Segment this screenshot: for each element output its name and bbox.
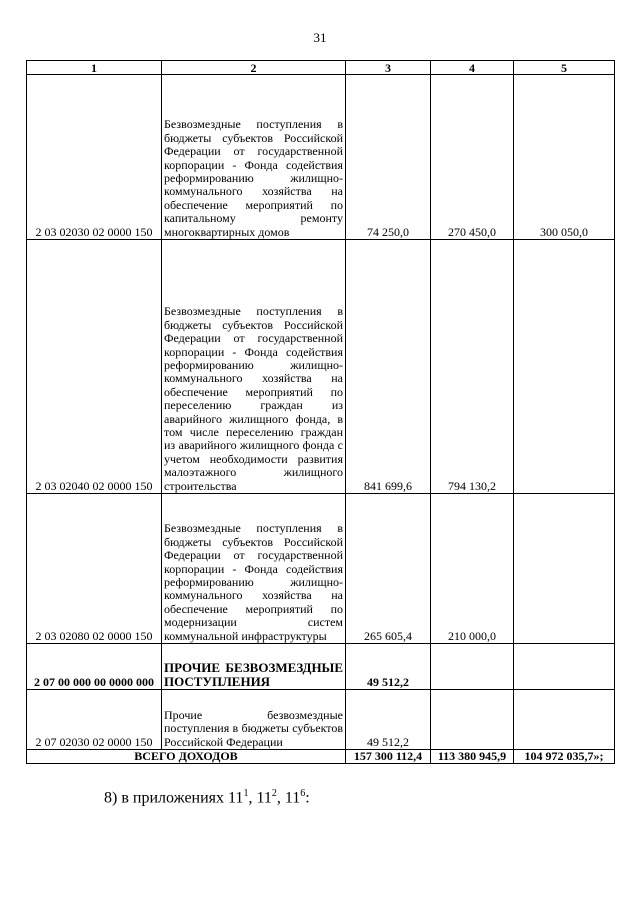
- total-row: [27, 750, 615, 764]
- table-row: [27, 494, 615, 644]
- row-value-col5: [514, 240, 615, 494]
- row-value-col5: [514, 644, 615, 690]
- table-row: [27, 644, 615, 690]
- total-label: ВСЕГО ДОХОДОВ: [27, 750, 346, 764]
- total-value-col5: 104 972 035,7»;: [514, 750, 615, 764]
- note-sep-1: , 11: [248, 789, 272, 807]
- row-code: 2 07 00 000 00 0000 000: [27, 644, 162, 690]
- row-name: Прочие безвозмездные поступления в бюджеты субъектов Российской Федерации: [162, 690, 346, 750]
- row-value-col4: 210 000,0: [431, 494, 514, 644]
- row-name: Безвозмездные поступления в бюджеты субъектов Российской Федерации от государственной корпорации - Фонда содействия реформированию жилищно-коммунального хозяйства на обеспечение мероприятий по капитальному ремонту многоквартирных домов: [162, 75, 346, 240]
- note-sup-2: 2: [271, 788, 277, 799]
- row-value-col4: [431, 644, 514, 690]
- row-code: 2 03 02030 02 0000 150: [27, 75, 162, 240]
- note-text: 8) в приложениях 11: [104, 789, 244, 807]
- header-row: [27, 61, 615, 75]
- row-value-col5: 300 050,0: [514, 75, 615, 240]
- row-value-col3: 49 512,2: [346, 690, 431, 750]
- note-end: :: [305, 789, 310, 807]
- row-value-col3: 841 699,6: [346, 240, 431, 494]
- appendix-note: [104, 788, 310, 807]
- row-value-col3: 265 605,4: [346, 494, 431, 644]
- note-sup-1: 1: [243, 788, 249, 799]
- row-name: Безвозмездные поступления в бюджеты субъектов Российской Федерации от государственной корпорации - Фонда содействия реформированию жилищно-коммунального хозяйства на обеспечение мероприятий по переселению граждан из аварийного жилищного фонда, в том числе переселению граждан из аварийного жилищного фонда с учетом необходимости развития малоэтажного жилищного строительства: [162, 240, 346, 494]
- total-value-col4: 113 380 945,9: [431, 750, 514, 764]
- table-row: [27, 690, 615, 750]
- page-number: 31: [313, 30, 327, 45]
- row-code: 2 03 02040 02 0000 150: [27, 240, 162, 494]
- row-value-col4: 270 450,0: [431, 75, 514, 240]
- note-sep-2: , 11: [276, 789, 301, 807]
- note-sup-3: 6: [300, 788, 306, 799]
- header-col-3: 3: [346, 61, 431, 75]
- row-value-col4: [431, 690, 514, 750]
- row-name: ПРОЧИЕ БЕЗВОЗМЕЗДНЫЕ ПОСТУПЛЕНИЯ: [162, 644, 346, 690]
- row-value-col3: 49 512,2: [346, 644, 431, 690]
- row-code: 2 03 02080 02 0000 150: [27, 494, 162, 644]
- row-name: Безвозмездные поступления в бюджеты субъектов Российской Федерации от государственной корпорации - Фонда содействия реформированию жилищно-коммунального хозяйства на обеспечение мероприятий по модернизации систем коммунальной инфраструктуры: [162, 494, 346, 644]
- table-row: [27, 75, 615, 240]
- revenue-table: [26, 60, 615, 764]
- header-col-5: 5: [514, 61, 615, 75]
- header-col-4: 4: [431, 61, 514, 75]
- header-col-2: 2: [162, 61, 346, 75]
- table-row: [27, 240, 615, 494]
- header-col-1: 1: [27, 61, 162, 75]
- total-value-col3: 157 300 112,4: [346, 750, 431, 764]
- row-code: 2 07 02030 02 0000 150: [27, 690, 162, 750]
- row-value-col5: [514, 494, 615, 644]
- row-value-col3: 74 250,0: [346, 75, 431, 240]
- row-value-col5: [514, 690, 615, 750]
- row-value-col4: 794 130,2: [431, 240, 514, 494]
